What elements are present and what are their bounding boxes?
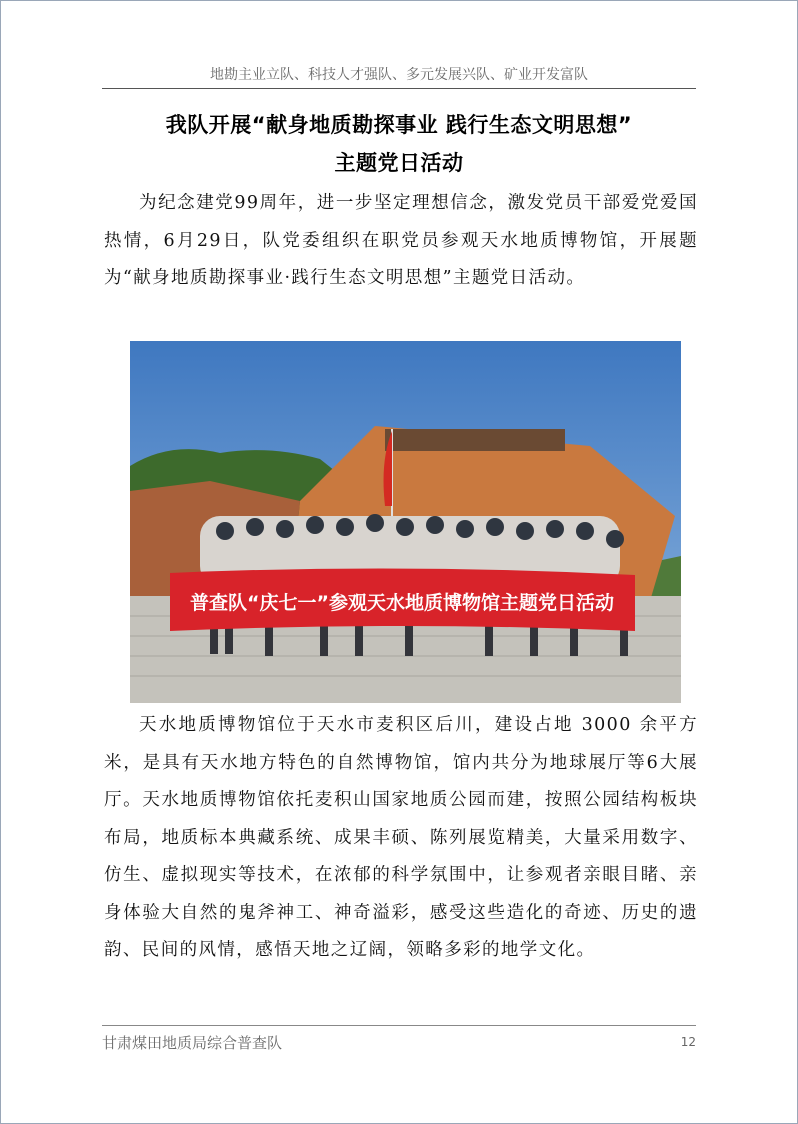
footer-divider <box>102 1025 696 1026</box>
running-header: 地勘主业立队、科技人才强队、多元发展兴队、矿业开发富队 <box>210 67 588 83</box>
photo-building-sign <box>385 429 565 451</box>
article-title-line-2: 主题党日活动 <box>334 151 464 175</box>
footer-organization: 甘肃煤田地质局综合普查队 <box>102 1034 283 1052</box>
banner-text: 普查队“庆七一”参观天水地质博物馆主题党日活动 <box>190 592 614 614</box>
group-photo <box>130 341 681 703</box>
article-title-line-1: 我队开展“献身地质勘探事业 践行生态文明思想” <box>165 113 633 137</box>
page-number: 12 <box>680 1035 696 1049</box>
body-paragraph-2: 天水地质博物馆位于天水市麦积区后川，建设占地 3000 余平方米，是具有天水地方特色的自然博物馆，馆内共分为地球展厅等6大展厅。天水地质博物馆依托麦积山国家地质公园而建，按照公园结构板块布局，地质标本典藏系统、成果丰硕、陈列展览精美，大量采用数字、仿生、虚拟现实等技术，在浓郁的科学氛围中，让参观者亲眼目睹、亲身体验大自然的鬼斧神工、神奇溢彩，感受这些造化的奇迹、历史的遗韵、民间的风情，感悟天地之辽阔，领略多彩的地学文化。 <box>104 715 698 960</box>
body-paragraph-1: 为纪念建党99周年，进一步坚定理想信念，激发党员干部爱党爱国热情，6月29日，队党委组织在职党员参观天水地质博物馆，开展题为“献身地质勘探事业·践行生态文明思想”主题党日活动。 <box>104 193 698 288</box>
header-divider <box>102 88 696 89</box>
